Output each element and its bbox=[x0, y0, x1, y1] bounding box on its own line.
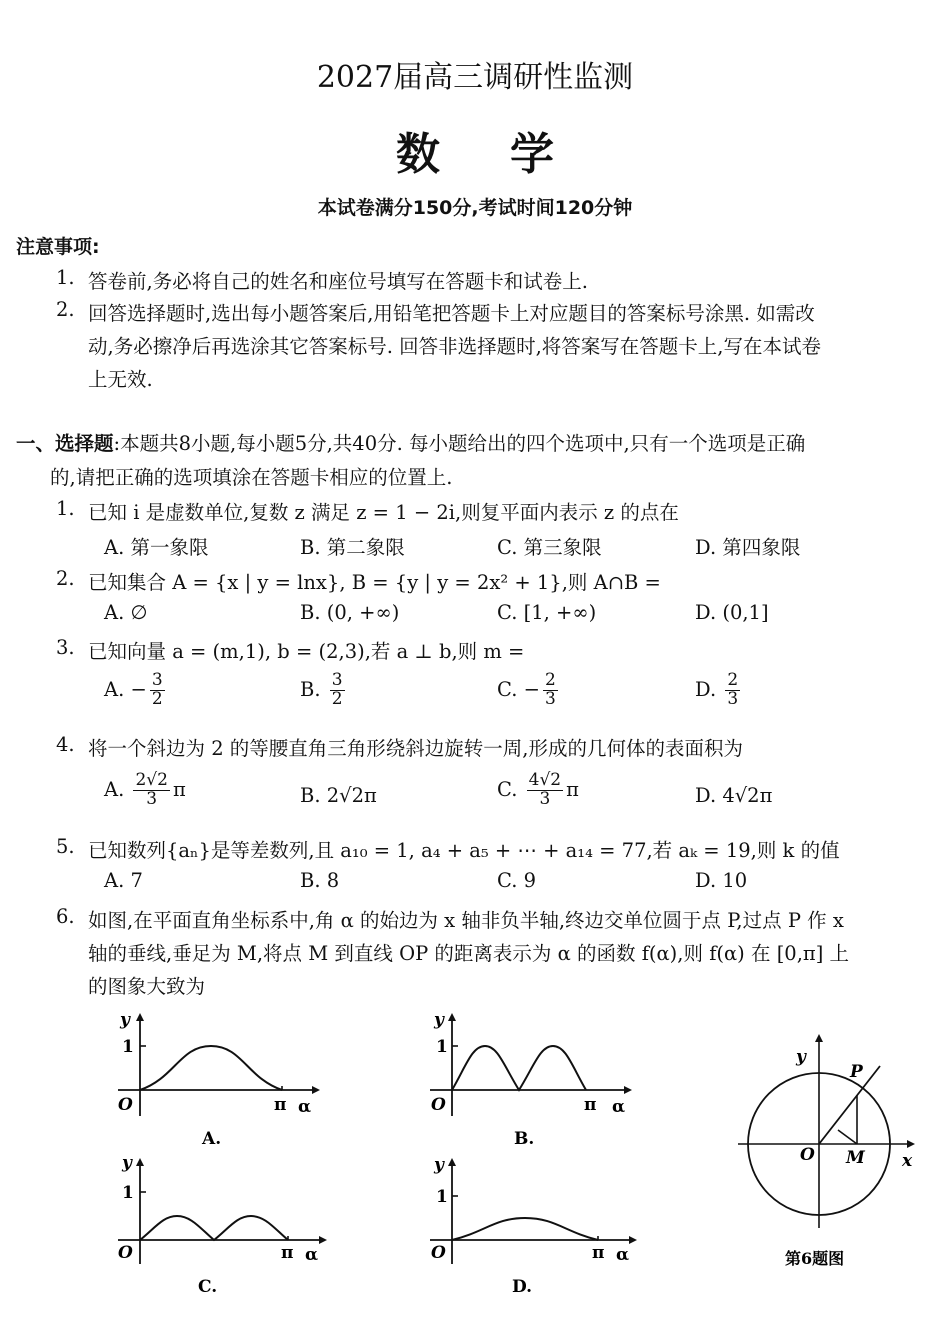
question-number: 6. bbox=[56, 905, 75, 928]
graph-c bbox=[118, 1153, 325, 1297]
option-letter: A. bbox=[104, 677, 125, 701]
y-axis-label: y bbox=[122, 1153, 132, 1173]
option-d: D. 10 bbox=[695, 869, 748, 892]
option-b: B. 8 bbox=[300, 869, 340, 892]
question-stem: 将一个斜边为 2 的等腰直角三角形绕斜边旋转一周,形成的几何体的表面积为 bbox=[88, 737, 744, 760]
note-number: 1. bbox=[56, 266, 75, 289]
pi-label: π bbox=[592, 1243, 605, 1263]
pi-label: π bbox=[281, 1243, 294, 1263]
pi-symbol: π bbox=[172, 777, 186, 801]
graph-label: C. bbox=[198, 1277, 218, 1297]
numerator: 2 bbox=[544, 670, 556, 690]
point-p-label: P bbox=[850, 1062, 863, 1082]
origin-label: O bbox=[118, 1095, 133, 1115]
origin-label: O bbox=[800, 1145, 815, 1165]
subject-title: 数学 bbox=[396, 129, 624, 180]
y-axis-label: y bbox=[796, 1047, 806, 1067]
question-number: 3. bbox=[56, 636, 75, 659]
graphs-area bbox=[0, 1000, 950, 1343]
question-number: 2. bbox=[56, 567, 75, 590]
option-c bbox=[497, 772, 579, 809]
origin-label: O bbox=[431, 1243, 446, 1263]
y-axis-label: y bbox=[434, 1155, 444, 1175]
option-a: A. ∅ bbox=[104, 601, 148, 624]
option-letter: C. bbox=[497, 677, 518, 701]
option-letter: B. bbox=[300, 677, 321, 701]
numerator: 3 bbox=[151, 670, 163, 690]
fraction bbox=[543, 672, 558, 709]
fraction bbox=[330, 672, 345, 709]
note-text: 答卷前,务必将自己的姓名和座位号填写在答题卡和试卷上. bbox=[88, 270, 588, 293]
fraction bbox=[725, 672, 740, 709]
y-tick-label: 1 bbox=[436, 1187, 448, 1207]
option-c: C. 第三象限 bbox=[497, 536, 602, 559]
option-b bbox=[300, 784, 377, 807]
option-sign: − bbox=[523, 677, 540, 701]
option-letter: D. bbox=[695, 677, 717, 701]
x-axis-label: x bbox=[902, 1151, 913, 1171]
denominator: 3 bbox=[544, 688, 556, 709]
pi-label: π bbox=[584, 1095, 597, 1115]
question-stem: 已知数列{aₙ}是等差数列,且 a₁₀ = 1, a₄ + a₅ + ⋯ + a₁₄ = 77,若 aₖ = 19,则 k 的值 bbox=[88, 839, 840, 862]
origin-label: O bbox=[118, 1243, 133, 1263]
option-c: C. 9 bbox=[497, 869, 537, 892]
question-stem: 如图,在平面直角坐标系中,角 α 的始边为 x 轴非负半轴,终边交单位圆于点 P,过点 P 作 x bbox=[88, 909, 844, 932]
graph-label: B. bbox=[514, 1129, 535, 1149]
denominator: 3 bbox=[539, 788, 551, 809]
option-b: B. (0, +∞) bbox=[300, 601, 400, 624]
option-c bbox=[497, 672, 561, 709]
option-value: 4√2π bbox=[722, 784, 773, 807]
y-tick-label: 1 bbox=[122, 1183, 134, 1203]
denominator: 3 bbox=[727, 688, 739, 709]
y-axis-label: y bbox=[120, 1010, 130, 1030]
alpha-label: α bbox=[298, 1097, 312, 1117]
question-stem: 轴的垂线,垂足为 M,将点 M 到直线 OP 的距离表示为 α 的函数 f(α),则 f(α) 在 [0,π] 上 bbox=[88, 942, 850, 965]
question-number: 4. bbox=[56, 733, 75, 756]
fraction bbox=[150, 672, 165, 709]
option-sign: − bbox=[130, 677, 147, 701]
question-stem: 已知 i 是虚数单位,复数 z 满足 z = 1 − 2i,则复平面内表示 z 的点在 bbox=[88, 501, 679, 524]
notes-heading: 注意事项: bbox=[16, 236, 100, 258]
unit-circle-figure bbox=[738, 1036, 913, 1268]
question-stem: 的图象大致为 bbox=[88, 975, 206, 998]
denominator: 3 bbox=[146, 788, 158, 809]
alpha-label: α bbox=[612, 1097, 626, 1117]
fraction bbox=[527, 772, 563, 809]
option-a bbox=[104, 672, 168, 709]
option-value: 2√2π bbox=[326, 784, 377, 807]
option-letter: C. bbox=[497, 777, 518, 801]
score-info: 本试卷满分150分,考试时间120分钟 bbox=[317, 197, 633, 219]
numerator: 4√2 bbox=[528, 770, 562, 790]
note-text: 回答选择题时,选出每小题答案后,用铅笔把答题卡上对应题目的答案标号涂黑. 如需改 bbox=[88, 302, 815, 325]
pi-symbol: π bbox=[566, 777, 579, 801]
section-instruction-cont: 的,请把正确的选项填涂在答题卡相应的位置上. bbox=[50, 466, 453, 489]
option-d bbox=[695, 672, 743, 709]
y-tick-label: 1 bbox=[122, 1037, 134, 1057]
note-text: 上无效. bbox=[88, 368, 153, 391]
question-number: 5. bbox=[56, 835, 75, 858]
question-stem: 已知集合 A = {x | y = lnx}, B = {y | y = 2x² + 1},则 A∩B = bbox=[88, 571, 661, 594]
denominator: 2 bbox=[331, 688, 343, 709]
graph-d bbox=[430, 1155, 635, 1297]
numerator: 2 bbox=[727, 670, 739, 690]
note-text: 动,务必擦净后再选涂其它答案标号. 回答非选择题时,将答案写在答题卡上,写在本试卷 bbox=[88, 335, 821, 358]
option-letter: D. bbox=[695, 784, 717, 807]
graph-label: D. bbox=[512, 1277, 533, 1297]
graph-label: A. bbox=[202, 1129, 222, 1149]
option-a: A. 第一象限 bbox=[104, 536, 209, 559]
option-b: B. 第二象限 bbox=[300, 536, 405, 559]
section-text: :本题共8小题,每小题5分,共40分. 每小题给出的四个选项中,只有一个选项是正确 bbox=[113, 432, 806, 455]
option-a: A. 7 bbox=[104, 869, 143, 892]
graph-a bbox=[118, 1010, 318, 1149]
graph-b bbox=[430, 1010, 630, 1149]
point-m-label: M bbox=[846, 1148, 865, 1168]
numerator: 2√2 bbox=[135, 770, 168, 790]
option-letter: B. bbox=[300, 784, 321, 807]
section-label: 一、选择题 bbox=[16, 432, 114, 455]
denominator: 2 bbox=[151, 688, 163, 709]
question-stem: 已知向量 a = (m,1), b = (2,3),若 a ⊥ b,则 m = bbox=[88, 640, 525, 663]
option-c: C. [1, +∞) bbox=[497, 601, 597, 624]
numerator: 3 bbox=[331, 670, 343, 690]
option-d bbox=[695, 784, 772, 807]
figure-caption: 第6题图 bbox=[785, 1249, 845, 1268]
option-d: D. (0,1] bbox=[695, 601, 769, 624]
alpha-label: α bbox=[305, 1245, 319, 1265]
note-number: 2. bbox=[56, 298, 75, 321]
exam-title: 2027届高三调研性监测 bbox=[316, 60, 634, 95]
y-tick-label: 1 bbox=[436, 1037, 448, 1057]
option-a bbox=[104, 772, 186, 809]
pi-label: π bbox=[274, 1095, 287, 1115]
option-letter: A. bbox=[104, 777, 125, 801]
option-b bbox=[300, 672, 348, 709]
y-axis-label: y bbox=[434, 1010, 444, 1030]
section-instruction bbox=[16, 428, 805, 456]
alpha-label: α bbox=[616, 1245, 630, 1265]
origin-label: O bbox=[431, 1095, 446, 1115]
option-d: D. 第四象限 bbox=[695, 536, 801, 559]
fraction bbox=[133, 772, 169, 809]
question-number: 1. bbox=[56, 497, 75, 520]
